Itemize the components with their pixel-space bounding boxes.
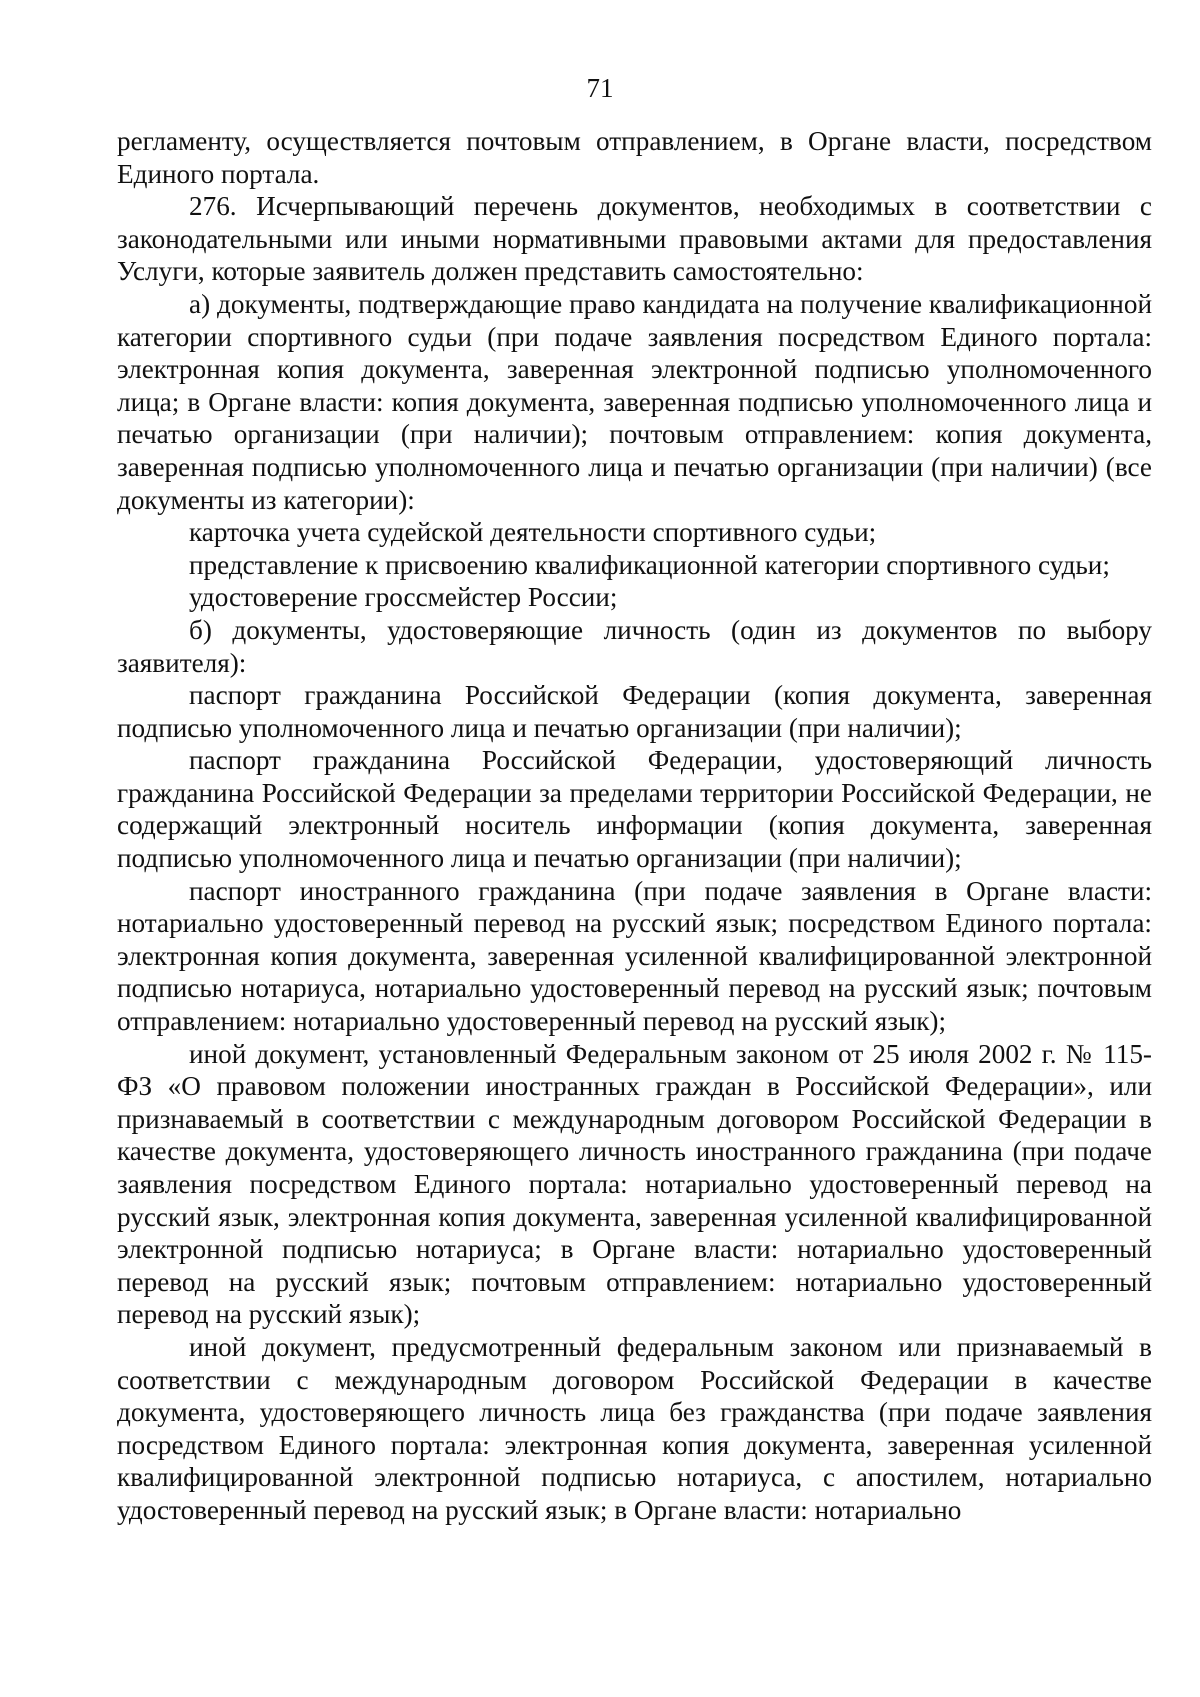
paragraph: иной документ, установленный Федеральным законом от 25 июля 2002 г. № 115-ФЗ «О правовом положении иностранных граждан в Российской Федерации», или признаваемый в соответствии с международным договором Российской Федерации в качестве документа, удостоверяющего личность иностранного гражданина (при подаче заявления посредством Единого портала: нотариально удостоверенный перевод на русский язык, электронная копия документа, заверенная усиленной квалифицированной электронной подписью нотариуса; в Органе власти: нотариально удостоверенный перевод на русский язык; почтовым отправлением: нотариально удостоверенный перевод на русский язык);	[117, 1038, 1152, 1330]
paragraph: паспорт гражданина Российской Федерации (копия документа, заверенная подписью уполномоченного лица и печатью организации (при наличии);	[117, 680, 1152, 743]
paragraph: иной документ, предусмотренный федеральным законом или признаваемый в соответствии с международным договором Российской Федерации в качестве документа, удостоверяющего личность лица без гражданства (при подаче заявления посредством Единого портала: электронная копия документа, заверенная усиленной квалифицированной электронной подписью нотариуса, с апостилем, нотариально удостоверенный перевод на русский язык; в Органе власти: нотариально	[117, 1331, 1152, 1525]
paragraph: а) документы, подтверждающие право кандидата на получение квалификационной категории спортивного судьи (при подаче заявления посредством Единого портала: электронная копия документа, заверенная электронной подписью уполномоченного лица; в Органе власти: копия документа, заверенная подписью уполномоченного лица и печатью организации (при наличии); почтовым отправлением: копия документа, заверенная подписью уполномоченного лица и печатью организации (при наличии) (все документы из категории):	[117, 288, 1152, 515]
paragraph: паспорт гражданина Российской Федерации, удостоверяющий личность гражданина Российской Федерации за пределами территории Российской Федерации, не содержащий электронный носитель информации (копия документа, заверенная подписью уполномоченного лица и печатью организации (при наличии);	[117, 745, 1152, 874]
document-body	[117, 125, 1152, 1527]
paragraph: регламенту, осуществляется почтовым отправлением, в Органе власти, посредством Единого портала.	[117, 126, 1152, 189]
paragraph: карточка учета судейской деятельности спортивного судьи;	[189, 517, 877, 548]
paragraph: удостоверение гроссмейстер России;	[189, 582, 618, 613]
page-number: 71	[586, 73, 614, 103]
paragraph: 276. Исчерпывающий перечень документов, необходимых в соответствии с законодательными или иными нормативными правовыми актами для предоставления Услуги, которые заявитель должен представить самостоятельно:	[117, 191, 1152, 287]
paragraph: б) документы, удостоверяющие личность (один из документов по выбору заявителя):	[117, 614, 1152, 678]
paragraph: паспорт иностранного гражданина (при подаче заявления в Органе власти: нотариально удостоверенный перевод на русский язык; посредством Единого портала: электронная копия документа, заверенная усиленной квалифицированной электронной подписью нотариуса, нотариально удостоверенный перевод на русский язык; почтовым отправлением: нотариально удостоверенный перевод на русский язык);	[117, 875, 1152, 1037]
paragraph: представление к присвоению квалификационной категории спортивного судьи;	[189, 549, 1110, 580]
